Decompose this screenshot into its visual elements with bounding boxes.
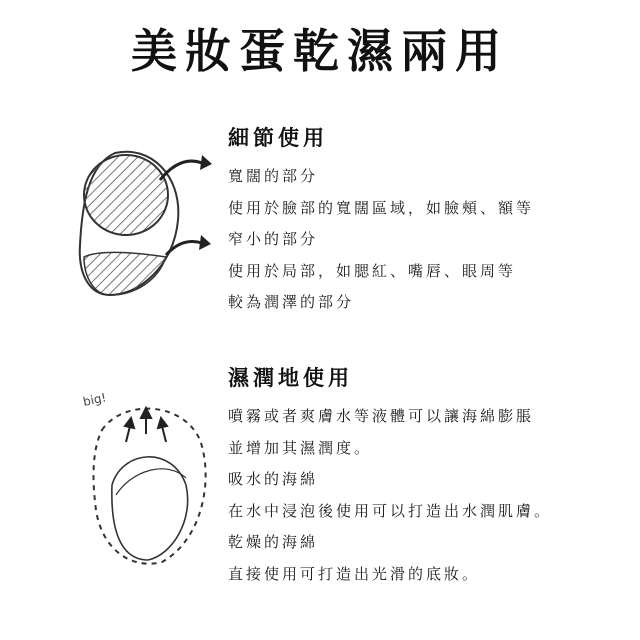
section-line: 使用於局部，如腮紅、嘴唇、眼周等 [228,261,517,280]
dashed-expansion-outline [94,409,206,564]
sponge-expand-illustration [82,390,222,570]
wide-area-hatch [84,155,168,235]
section-line: 噴霧或者爽膚水等液體可以讓海綿膨脹 [228,407,535,425]
section-line: 吸水的海綿 [228,470,319,488]
sponge-outline [112,457,188,560]
section-line: 寬闊的部分 [228,167,319,185]
arrow-head-icon [200,155,212,170]
section-line: 直接使用可打造出光滑的底妝。 [228,564,481,583]
section-heading: 細節使用 [228,126,328,150]
section-wet-use [228,368,628,598]
up-arrow-icon [158,418,167,442]
page-title: 美妝蛋乾濕兩用 [131,24,509,78]
section-line: 窄小的部分 [228,230,319,248]
section-line: 使用於臉部的寬闊區域，如臉頰、額等 [228,198,535,217]
big-label: big! [82,390,108,409]
sponge-inner-line [116,469,186,495]
arrow-head-icon [199,235,211,250]
narrow-area-hatch [84,252,166,295]
sponge-detail-illustration [70,145,220,305]
arrow-icon [160,161,202,180]
arrow-icon [166,242,202,256]
section-heading: 濕潤地使用 [228,366,353,390]
up-arrow-icon [141,408,151,434]
section-line: 較為潤澤的部分 [228,293,355,311]
section-detail-use [228,128,628,327]
up-arrow-icon [125,418,134,442]
section-line: 並增加其濕潤度。 [228,438,373,457]
section-line: 乾燥的海綿 [228,533,319,551]
section-line: 在水中浸泡後使用可以打造出水潤肌膚。 [228,501,553,520]
